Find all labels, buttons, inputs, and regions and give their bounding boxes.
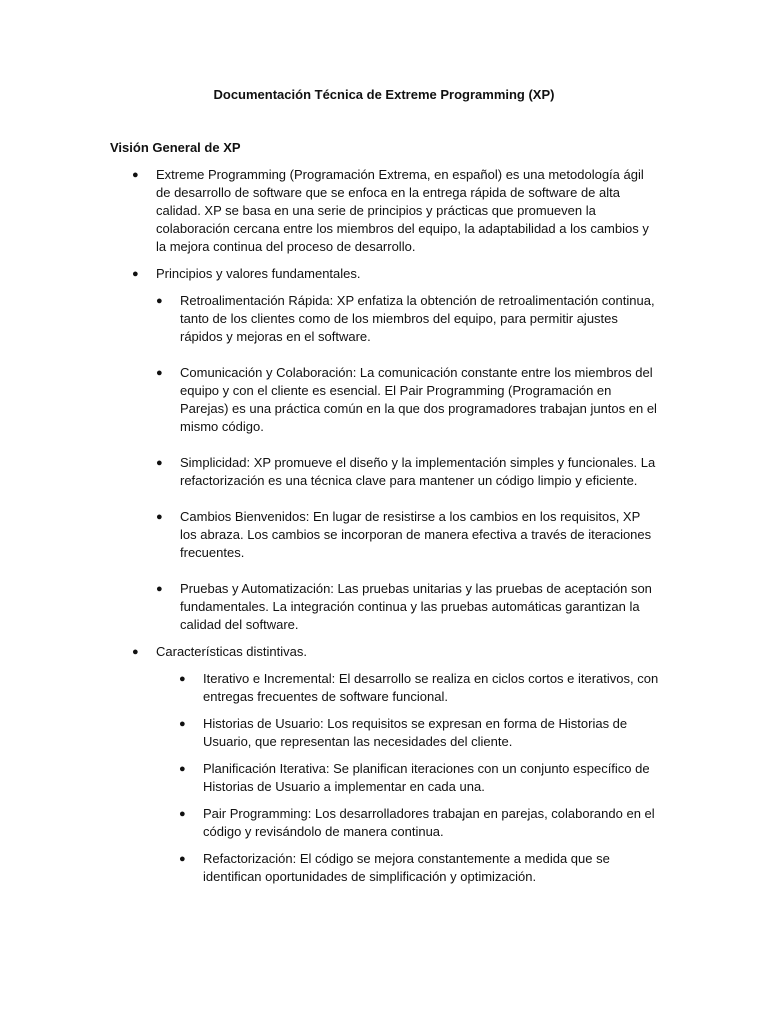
document-body — [0, 166, 768, 886]
list-item-principle — [156, 364, 658, 436]
bullet-icon: ● — [132, 268, 139, 280]
characteristic-text: Pair Programming: Los desarrolladores trabajan en parejas, colaborando en el código y revisándolo de manera continua. — [203, 806, 655, 839]
document-title: Documentación Técnica de Extreme Programming (XP) — [213, 87, 555, 102]
principle-text: Pruebas y Automatización: Las pruebas unitarias y las pruebas de aceptación son fundamentales. La integración continua y las pruebas automáticas garantizan la calidad del software. — [180, 581, 652, 632]
list-item-characteristic — [179, 670, 659, 706]
characteristic-text: Iterativo e Incremental: El desarrollo se realiza en ciclos cortos e iterativos, con entregas frecuentes de software funcional. — [203, 671, 659, 704]
list-item-principle — [156, 454, 658, 490]
principle-text: Comunicación y Colaboración: La comunicación constante entre los miembros del equipo y con el cliente es esencial. El Pair Programming (Programación en Parejas) es una práctica común en la que dos programadores trabajan juntos en el mismo código. — [180, 365, 657, 434]
bullet-icon: ● — [156, 457, 163, 469]
list-item-characteristic — [179, 760, 659, 796]
list-item-principle — [156, 580, 658, 634]
list-item-characteristic — [179, 805, 659, 841]
list-item-principle — [156, 292, 658, 346]
principle-text: Retroalimentación Rápida: XP enfatiza la obtención de retroalimentación continua, tanto de los clientes como de los miembros del equipo, para permitir ajustes rápidos y mejoras en el software. — [180, 293, 655, 344]
list-item-principle — [156, 508, 658, 562]
principles-heading: Principios y valores fundamentales. — [156, 266, 361, 281]
bullet-icon: ● — [179, 718, 186, 730]
bullet-icon: ● — [156, 511, 163, 523]
list-item-characteristic — [179, 715, 659, 751]
list-item-characteristics — [132, 643, 658, 661]
bullet-icon: ● — [179, 808, 186, 820]
bullet-icon: ● — [156, 367, 163, 379]
characteristic-text: Planificación Iterativa: Se planifican iteraciones con un conjunto específico de Historias de Usuario a implementar en cada una. — [203, 761, 650, 794]
bullet-icon: ● — [156, 583, 163, 595]
bullet-icon: ● — [132, 169, 139, 181]
principle-text: Cambios Bienvenidos: En lugar de resistirse a los cambios en los requisitos, XP los abraza. Los cambios se incorporan de manera efectiva a través de iteraciones frecuentes. — [180, 509, 652, 560]
bullet-icon: ● — [132, 646, 139, 658]
bullet-icon: ● — [179, 763, 186, 775]
section-heading: Visión General de XP — [110, 140, 241, 155]
list-item-characteristic — [179, 850, 659, 886]
characteristic-text: Refactorización: El código se mejora constantemente a medida que se identifican oportunidades de simplificación y optimización. — [203, 851, 610, 884]
list-item-principles — [132, 265, 658, 283]
bullet-icon: ● — [179, 853, 186, 865]
principle-text: Simplicidad: XP promueve el diseño y la implementación simples y funcionales. La refactorización es una técnica clave para mantener un código limpio y eficiente. — [180, 455, 656, 488]
characteristic-text: Historias de Usuario: Los requisitos se expresan en forma de Historias de Usuario, que representan las necesidades del cliente. — [203, 716, 628, 749]
bullet-icon: ● — [156, 295, 163, 307]
overview-text: Extreme Programming (Programación Extrema, en español) es una metodología ágil de desarrollo de software que se enfoca en la entrega rápida de software de alta calidad. XP se basa en una serie de principios y prácticas que promueven la colaboración cercana entre los miembros del equipo, la adaptabilidad a los cambios y la mejora continua del proceso de desarrollo. — [156, 167, 649, 254]
characteristics-heading: Características distintivas. — [156, 644, 307, 659]
list-item-overview — [132, 166, 658, 256]
bullet-icon: ● — [179, 673, 186, 685]
